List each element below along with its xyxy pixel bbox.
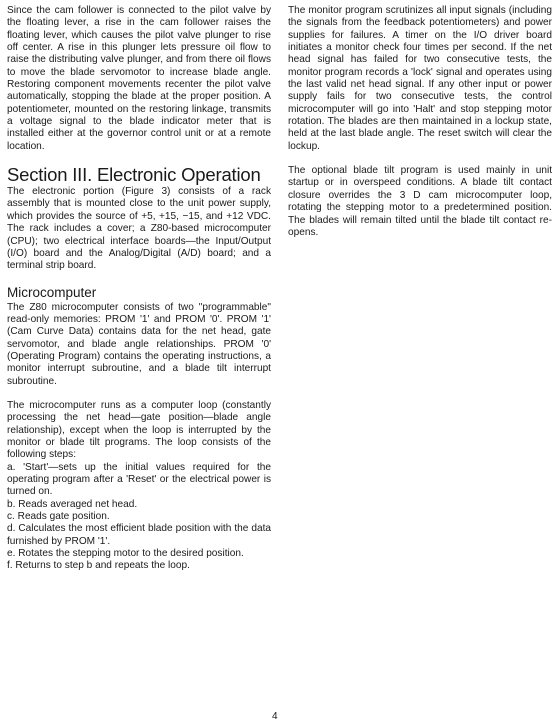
- loop-step-calculate: d. Calculates the most efficient blade position with the data furnished by PROM '1'.: [7, 523, 271, 547]
- loop-step-start: a. 'Start'—sets up the initial values required for the operating program after a 'Reset' or the electrical power is turned on.: [7, 461, 271, 498]
- loop-step-rotate: e. Rotates the stepping motor to the desired position.: [7, 548, 244, 560]
- page-number: 4: [272, 711, 278, 722]
- right-column: [288, 5, 552, 251]
- loop-steps-list: [7, 462, 271, 573]
- blade-tilt-paragraph: The optional blade tilt program is used mainly in unit startup or in overspeed conditions. A blade tilt contact closure overrides the 3 D cam microcomputer loop, rotating the stepping motor to a predetermined position. The blades will remain tilted until the blade tilt contact re-opens.: [288, 165, 552, 238]
- monitor-paragraph: The monitor program scrutinizes all input signals (including the signals from the feedback potentiometers) and power supplies for failures. A timer on the I/O driver board initiates a monitor check four times per second. If the net head signal has failed for two consecutive tests, the monitor program records a 'lock' signal and operates using the last valid net head signal. If any other input or power supply fails for two consecutive tests, the control microcomputer will go into 'Halt' and stop stepping motor rotation. The blades are then maintained in a lockup state, held at the last blade angle. The reset switch will clear the lockup.: [288, 5, 552, 152]
- section-heading: Section III. Electronic Operation: [7, 164, 261, 186]
- left-column: [7, 5, 271, 573]
- loop-step-read-net-head: b. Reads averaged net head.: [7, 498, 138, 510]
- loop-step-return: f. Returns to step b and repeats the loop.: [7, 560, 190, 572]
- loop-step-read-gate: c. Reads gate position.: [7, 511, 110, 523]
- intro-paragraph: Since the cam follower is connected to the pilot valve by the floating lever, a rise in the cam follower raises the floating lever, which causes the pilot valve plunger to rise off center. A rise in this plunger lets pressure oil flow to raise the distributing valve plunger, and from there oil flows to move the blade servomotor to increase blade angle. Restoring component movements recenter the pilot valve automatically, stopping the blade at the proper position. A potentiometer, mounted on the restoring linkage, transmits a voltage signal to the blade indicator meter that is installed either at the governor control unit or at a remote location.: [7, 5, 271, 152]
- microcomputer-subheading: Microcomputer: [7, 284, 97, 300]
- section-paragraph: The electronic portion (Figure 3) consists of a rack assembly that is mounted close to the unit power supply, which provides the source of +5, +15, −15, and +12 VDC. The rack includes a cover; a Z80-based microcomputer (CPU); two electrical interface boards—the Input/Output (I/O) board and the Analog/Digital (A/D) board; and a terminal strip board.: [7, 186, 271, 272]
- microcomputer-paragraph: The Z80 microcomputer consists of two "programmable" read-only memories: PROM '1' and PROM '0'. PROM '1' (Cam Curve Data) contains data for the net head, gate servomotor, and blade angle relationships. PROM '0' (Operating Program) contains the operating instructions, a monitor interrupt subroutine, and a blade tilt interrupt subroutine.: [7, 301, 271, 387]
- loop-paragraph: The microcomputer runs as a computer loop (constantly processing the net head—gate position—blade angle relationship), except when the loop is interrupted by the monitor or blade tilt programs. The loop consists of the following steps:: [7, 399, 271, 461]
